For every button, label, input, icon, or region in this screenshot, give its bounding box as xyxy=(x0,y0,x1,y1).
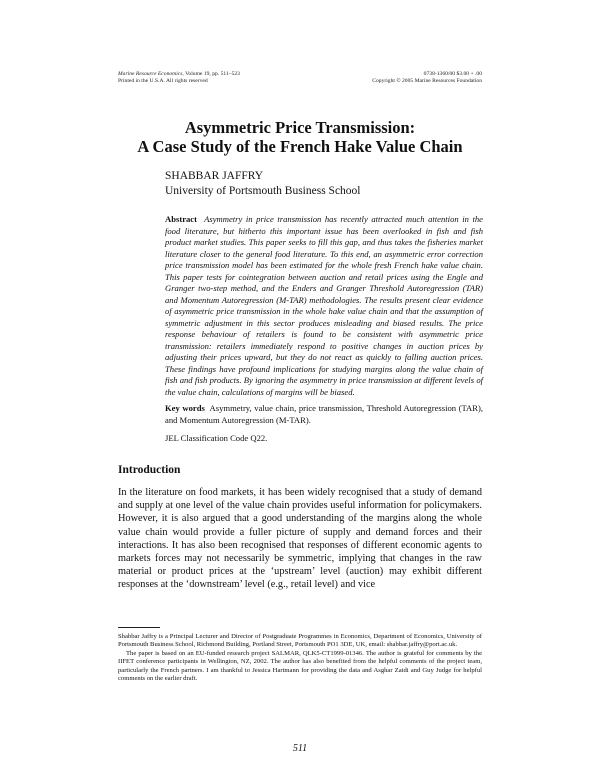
journal-name: Marine Resource Economics xyxy=(118,71,183,77)
copyright-notice: Copyright © 2005 Marine Resources Foundation xyxy=(372,78,482,84)
author-name: SHABBAR JAFFRY xyxy=(165,170,264,182)
footnote-rule xyxy=(118,627,160,628)
issn-price: 0738-1360/00 $3.00 + .00 xyxy=(423,71,482,77)
abstract-label: Abstract xyxy=(165,214,197,224)
title-line-2: A Case Study of the French Hake Value Chain xyxy=(137,137,463,156)
paper-title xyxy=(0,118,600,156)
author-block xyxy=(165,169,361,199)
running-header-right xyxy=(372,71,482,85)
running-header-left xyxy=(118,71,240,85)
intro-paragraph: In the literature on food markets, it has been widely recognised that a study of demand and supply at one level of the value chain provides useful information for policymakers. However, it is also argued that a good understanding of the margins along the whole value chain would provide a fuller picture of supply and demand forces and their interactions. It has also been recognised that responses of different economic agents to markets forces may not necessarily be symmetric, implying that changes in the raw material or product prices at the ‘upstream’ level (auction) may exhibit different responses at the ‘downstream’ level (e.g., retail level) and vice xyxy=(118,487,482,591)
title-line-1: Asymmetric Price Transmission: xyxy=(184,118,416,137)
page-number: 511 xyxy=(292,743,308,754)
footnote-acknowledgement: The paper is based on an EU-funded research project SALMAR, QLK5-CT1999-01346. The author is grateful for comments by the IIFET conference participants in Wellington, NZ, 2002. The author has also benefited from the helpful comments of the project team, particularly the French partners. I am thankful to Jessica Hartmann for providing the data and Asghar Zaidi and Guy Judge for helpful comments on the earlier draft. xyxy=(118,649,482,683)
printed-notice: Printed in the U.S.A. All rights reserved xyxy=(118,78,208,84)
footnotes xyxy=(118,633,482,683)
jel-code: JEL Classification Code Q22. xyxy=(165,433,268,443)
section-heading: Introduction xyxy=(118,464,181,476)
keywords-text: Asymmetry, value chain, price transmission, Threshold Autoregression (TAR), and Momentum Autoregression (M-TAR). xyxy=(165,403,484,425)
keywords-label: Key words xyxy=(165,403,205,413)
volume-pages: , Volume 19, pp. 511–523 xyxy=(182,71,240,77)
author-affiliation: University of Portsmouth Business School xyxy=(165,185,361,197)
abstract xyxy=(165,214,483,398)
footnote-author: Shabbar Jaffry is a Principal Lecturer and Director of Postgraduate Programmes in Economics, Department of Economics, University of Portsmouth Business School, Richmond Building, Portland Street, Portsmouth PO1 3DE, UK, email: shabbar.jaffry@port.ac.uk. xyxy=(118,633,482,649)
keywords xyxy=(165,403,483,426)
abstract-text: Asymmetry in price transmission has recently attracted much attention in the food literature, but hitherto this important issue has been overlooked in fish and fish product market studies. This paper seeks to fill this gap, and thus takes the fisheries market literature closer to the general food literature. To this end, an asymmetric error correction price transmission model has been estimated for the whole fresh French hake value chain. This paper tests for cointegration between auction and retail prices using the Engle and Granger two-step method, and the Enders and Granger Threshold Autoregression (TAR) and Momentum Autoregression (M-TAR) methodologies. The results present clear evidence of asymmetric price transmission in the whole hake value chain and that the assumption of symmetric adjustment in this sector produces misleading and biased results. The price response behaviour of retailers is found to be consistent with asymmetric price transmission: retailers immediately respond to positive changes in auction prices by adjusting their prices upward, but they do not react as quickly to falling auction prices. These findings have profound implications for studying margins along the value chain of fish and fish products. By ignoring the asymmetry in price transmission at different levels of the value chain, calculations of margins will be biased. xyxy=(165,214,483,397)
